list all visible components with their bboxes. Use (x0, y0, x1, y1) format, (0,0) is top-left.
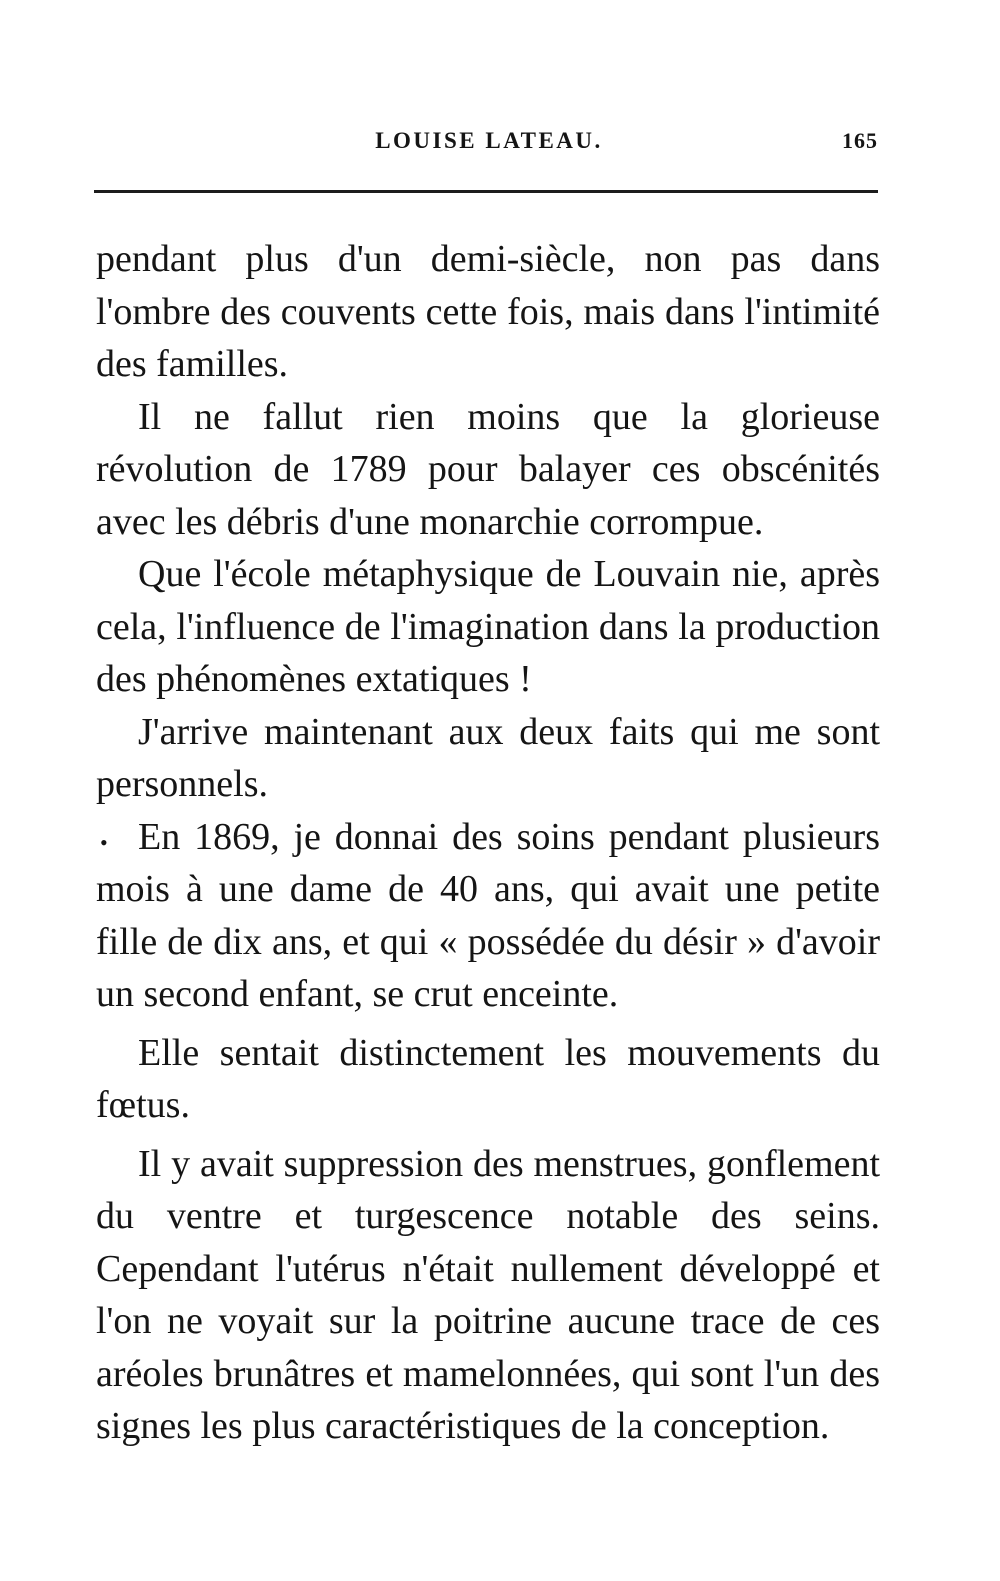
margin-bullet-mark: • (100, 830, 108, 855)
paragraph: J'arrive maintenant aux deux faits qui me sont personnels. (96, 710, 880, 805)
header-rule (94, 190, 878, 193)
paragraph: Il ne fallut rien moins que la glorieuse révolution de 1789 pour balayer ces obscénités avec les débris d'une monarchie corrompue. (96, 395, 880, 543)
paragraph-continued: pendant plus d'un demi-siècle, non pas dans l'ombre des couvents cette fois, mais dans l'intimité des familles. (96, 238, 880, 385)
paragraph: Elle sentait distinctement les mouvements du fœtus. (96, 1031, 880, 1126)
running-title: LOUISE LATEAU. (375, 128, 603, 153)
page-number: 165 (842, 128, 878, 153)
running-head (96, 128, 882, 168)
paragraph: Il y avait suppression des menstrues, gonflement du ventre et turgescence notable des seins. Cependant l'utérus n'était nullement développé et l'on ne voyait sur la poitrine aucune trace de ces aréoles brunâtres et mamelonnées, qui sont l'un des signes les plus caractéristiques de la conception. (96, 1142, 880, 1447)
body-text (96, 233, 880, 1453)
paragraph: Que l'école métaphysique de Louvain nie, après cela, l'influence de l'imagination dans la production des phénomènes extatiques ! (96, 553, 880, 700)
paragraph: En 1869, je donnai des soins pendant plusieurs mois à une dame de 40 ans, qui avait une petite fille de dix ans, et qui « possédée du désir » d'avoir un second enfant, se crut enceinte. (96, 815, 880, 1015)
